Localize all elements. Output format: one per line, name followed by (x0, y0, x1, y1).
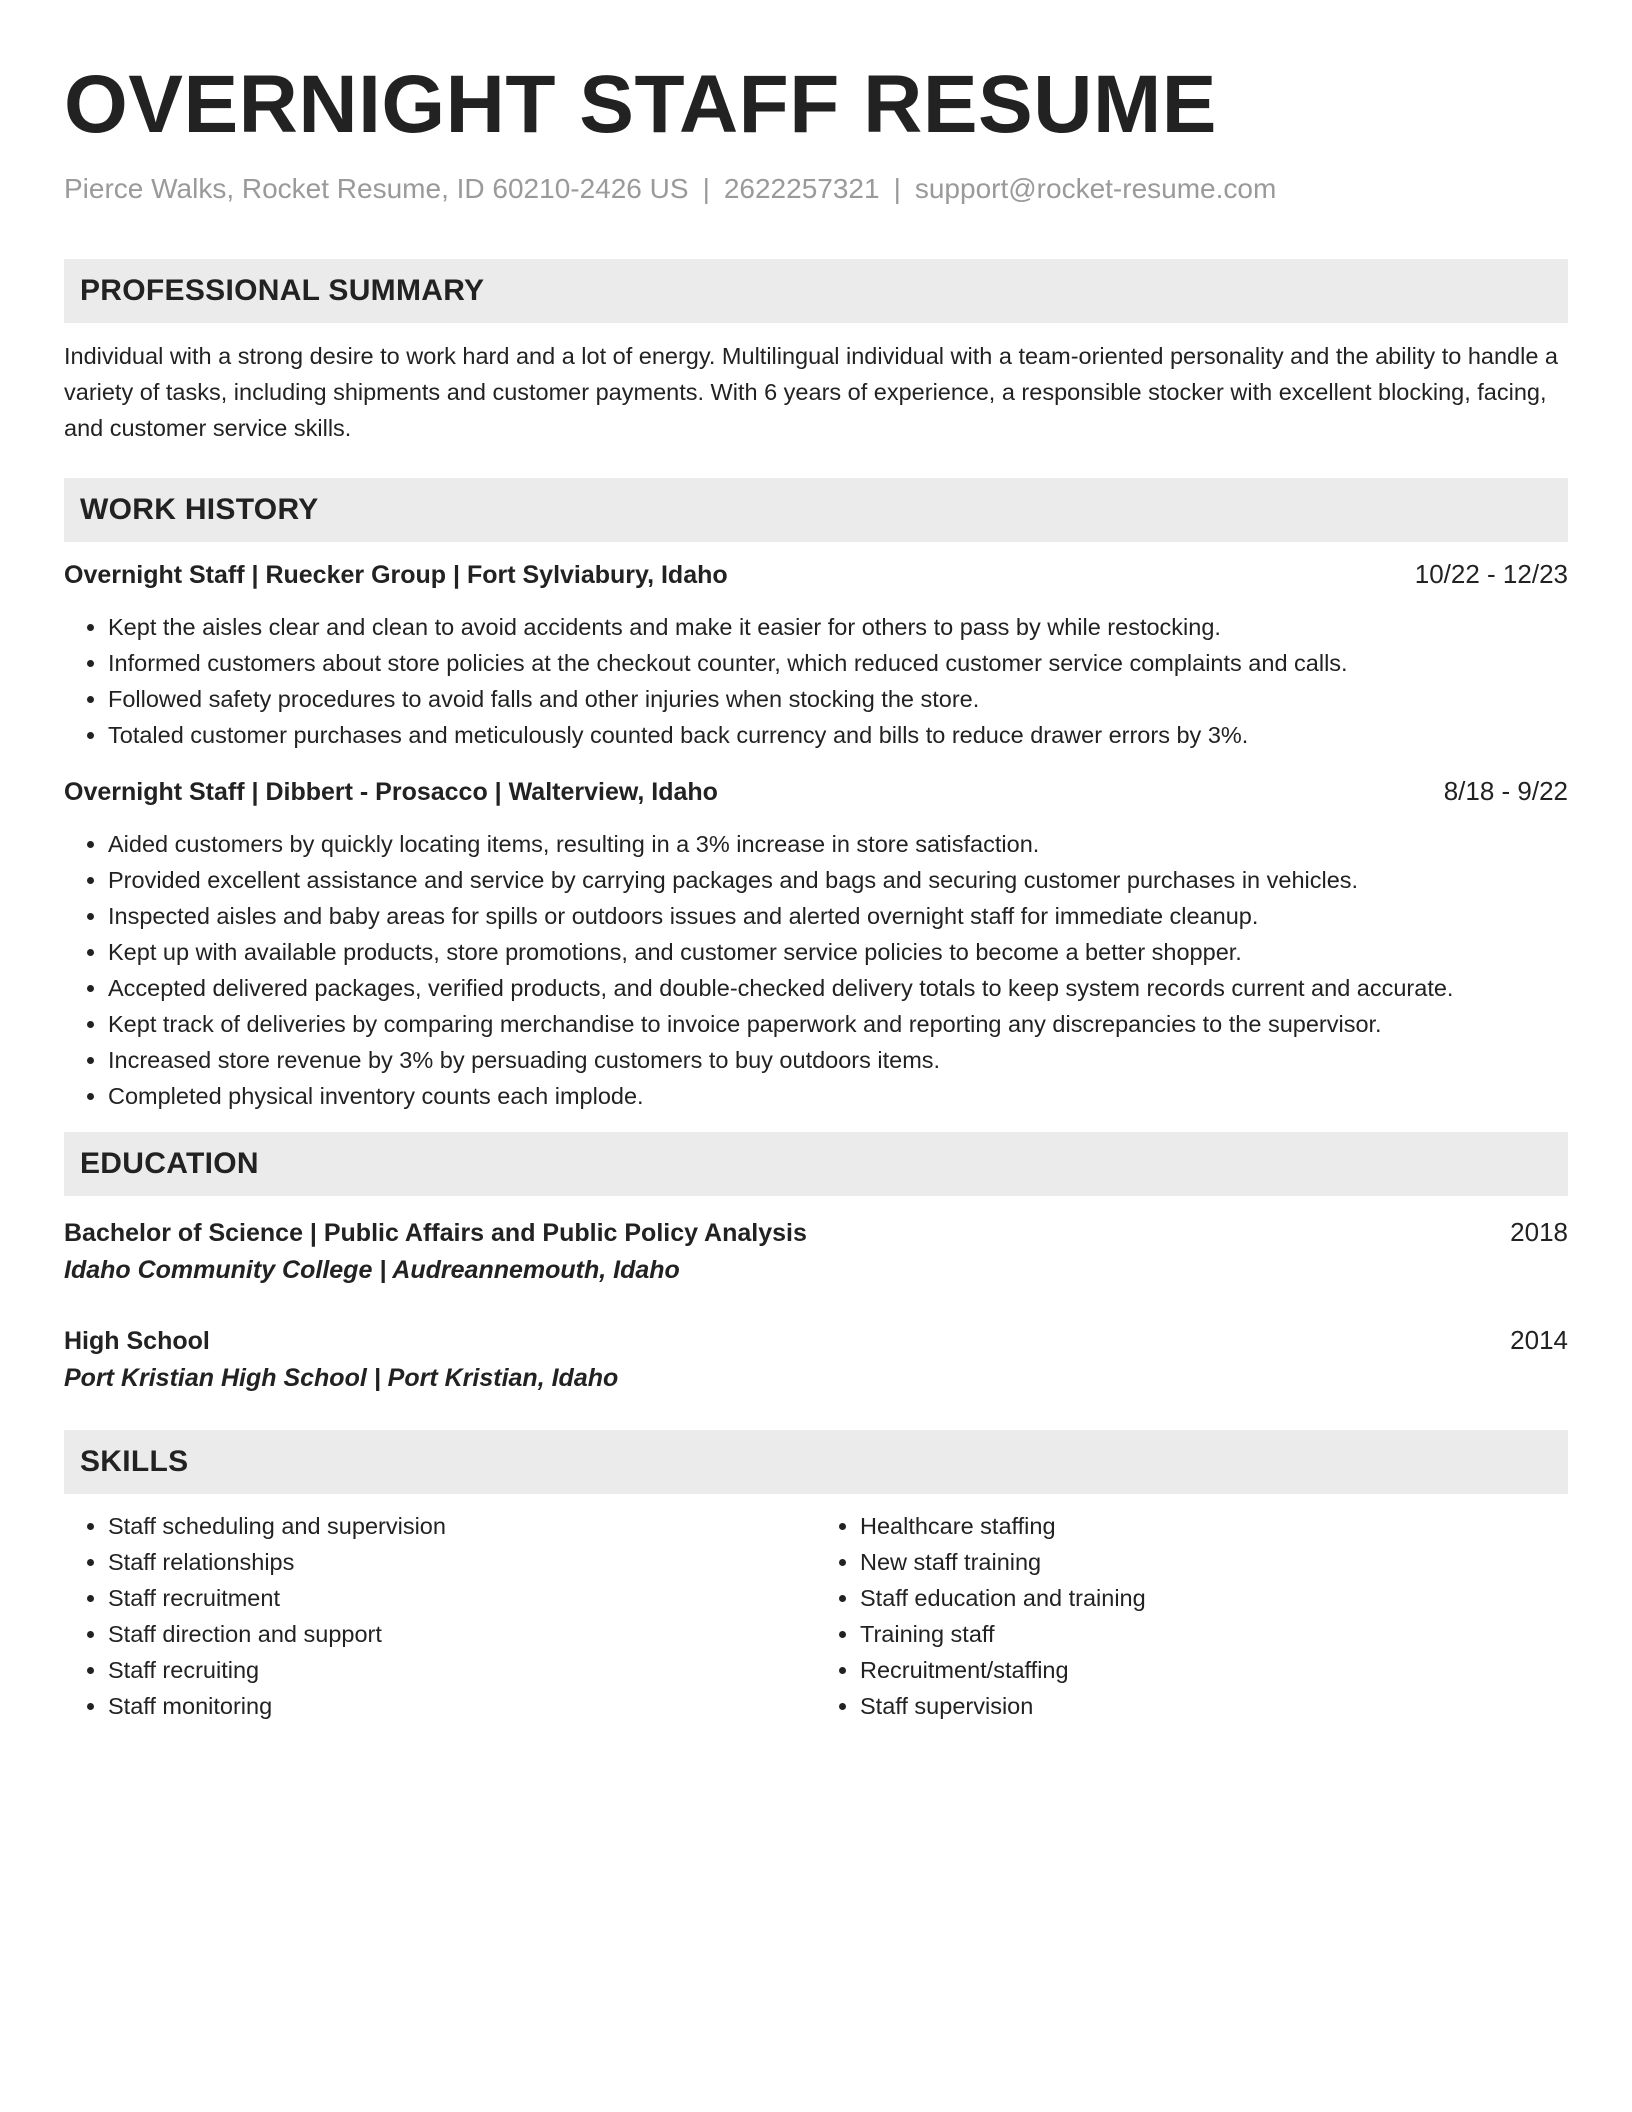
education-year: 2018 (1510, 1217, 1568, 1247)
skill-item: • Staff scheduling and supervision (108, 1508, 816, 1544)
job-header (64, 773, 1568, 810)
job-entry (64, 556, 1568, 753)
contact-line (64, 169, 1568, 209)
education-entry (64, 1214, 1568, 1289)
job-bullet: • Completed physical inventory counts each implode. (108, 1078, 1568, 1114)
contact-separator: | (893, 173, 901, 204)
skills-column-left (64, 1508, 816, 1724)
skill-item: • Staff recruiting (108, 1652, 816, 1688)
contact-email: support@rocket-resume.com (914, 173, 1277, 204)
job-title: Overnight Staff | Ruecker Group | Fort Sylviabury, Idaho (64, 561, 728, 589)
job-bullet: • Kept the aisles clear and clean to avoid accidents and make it easier for others to pass by while restocking. (108, 609, 1568, 645)
education-header (64, 1214, 1568, 1251)
job-bullet: • Kept up with available products, store promotions, and customer service policies to become a better shopper. (108, 934, 1568, 970)
job-bullet: • Kept track of deliveries by comparing merchandise to invoice paperwork and reporting any discrepancies to the supervisor. (108, 1006, 1568, 1042)
job-bullet-list (64, 609, 1568, 753)
education-school: Idaho Community College | Audreannemouth, Idaho (64, 1256, 680, 1284)
job-bullet: • Inspected aisles and baby areas for spills or outdoors issues and alerted overnight staff for immediate cleanup. (108, 898, 1568, 934)
skill-item: • Staff relationships (108, 1544, 816, 1580)
skills-list (816, 1508, 1568, 1724)
section-heading-education: EDUCATION (64, 1132, 1568, 1196)
skills-list (64, 1508, 816, 1724)
skill-item: • Staff supervision (860, 1688, 1568, 1724)
contact-separator: | (702, 173, 710, 204)
job-bullet-list (64, 826, 1568, 1114)
job-bullet: • Accepted delivered packages, verified products, and double-checked delivery totals to keep system records current and accurate. (108, 970, 1568, 1006)
job-title: Overnight Staff | Dibbert - Prosacco | Walterview, Idaho (64, 778, 718, 806)
job-header (64, 556, 1568, 593)
education-degree: High School (64, 1327, 210, 1355)
job-dates: 8/18 - 9/22 (1443, 776, 1568, 806)
job-bullet: • Followed safety procedures to avoid falls and other injuries when stocking the store. (108, 681, 1568, 717)
summary-text: Individual with a strong desire to work hard and a lot of energy. Multilingual individual with a team-oriented personality and the ability to handle a variety of tasks, including shipments and customer payments. With 6 years of experience, a responsible stocker with excellent blocking, facing, and customer service skills. (64, 343, 1558, 441)
skills-column-right (816, 1508, 1568, 1724)
job-bullet: • Increased store revenue by 3% by persuading customers to buy outdoors items. (108, 1042, 1568, 1078)
skill-item: • New staff training (860, 1544, 1568, 1580)
skills-columns (64, 1508, 1568, 1724)
section-heading-summary: PROFESSIONAL SUMMARY (64, 259, 1568, 323)
education-degree: Bachelor of Science | Public Affairs and Public Policy Analysis (64, 1219, 807, 1247)
skill-item: • Recruitment/staffing (860, 1652, 1568, 1688)
contact-address: Pierce Walks, Rocket Resume, ID 60210-2426 US (64, 173, 689, 204)
education-year: 2014 (1510, 1325, 1568, 1355)
section-heading-work-history: WORK HISTORY (64, 478, 1568, 542)
skill-item: • Staff direction and support (108, 1616, 816, 1652)
skill-item: • Training staff (860, 1616, 1568, 1652)
job-dates: 10/22 - 12/23 (1414, 559, 1568, 589)
education-school: Port Kristian High School | Port Kristian, Idaho (64, 1364, 619, 1392)
job-bullet: • Informed customers about store policies at the checkout counter, which reduced customer service complaints and calls. (108, 645, 1568, 681)
skill-item: • Healthcare staffing (860, 1508, 1568, 1544)
job-bullet: • Aided customers by quickly locating items, resulting in a 3% increase in store satisfaction. (108, 826, 1568, 862)
resume-title: OVERNIGHT STAFF RESUME (64, 59, 1217, 150)
job-entry (64, 773, 1568, 1114)
skill-item: • Staff monitoring (108, 1688, 816, 1724)
skill-item: • Staff recruitment (108, 1580, 816, 1616)
job-bullet: • Provided excellent assistance and service by carrying packages and bags and securing customer purchases in vehicles. (108, 862, 1568, 898)
education-entry (64, 1322, 1568, 1397)
education-header (64, 1322, 1568, 1359)
skill-item: • Staff education and training (860, 1580, 1568, 1616)
job-bullet: • Totaled customer purchases and meticulously counted back currency and bills to reduce drawer errors by 3%. (108, 717, 1568, 753)
section-heading-skills: SKILLS (64, 1430, 1568, 1494)
contact-phone: 2622257321 (723, 173, 880, 204)
